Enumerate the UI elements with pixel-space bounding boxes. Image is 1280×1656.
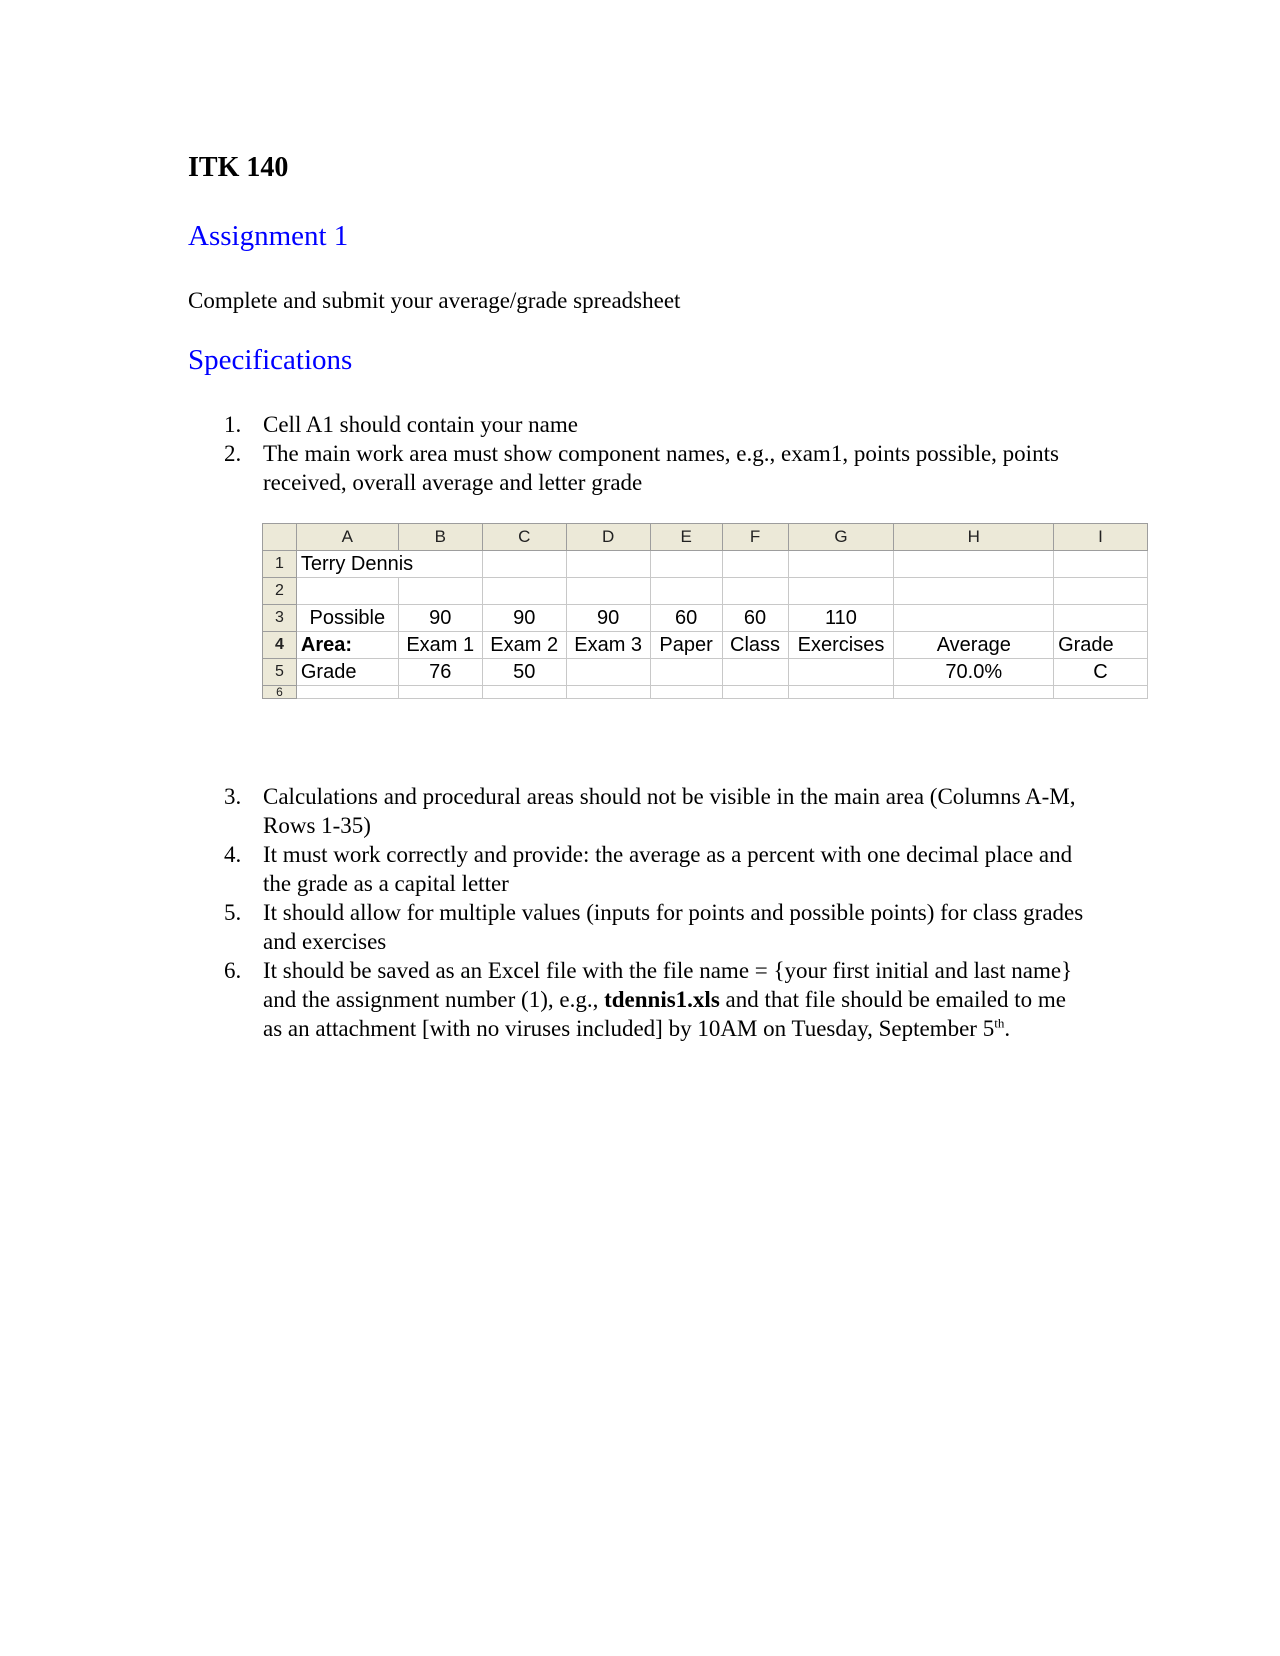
cell-b4: Exam 1 — [398, 632, 482, 659]
cell-d5 — [566, 659, 650, 686]
spec-text: The main work area must show component names, e.g., exam1, points possible, points received, overall average and letter grade — [263, 441, 1059, 495]
cell-a4: Area: — [296, 632, 398, 659]
cell-h6 — [894, 686, 1054, 699]
cell-a6 — [296, 686, 398, 699]
sheet-row-3 — [263, 605, 1148, 632]
sheet-corner — [263, 524, 297, 551]
cell-f6 — [722, 686, 788, 699]
spec-number: 2. — [224, 441, 242, 466]
column-header-a: A — [296, 524, 398, 551]
cell-f2 — [722, 578, 788, 605]
cell-d4: Exam 3 — [566, 632, 650, 659]
row-number: 6 — [263, 686, 297, 699]
cell-g4: Exercises — [788, 632, 894, 659]
column-header-h: H — [894, 524, 1054, 551]
spec-text: It should allow for multiple values (inputs for points and possible points) for class grades and exercises — [263, 900, 1084, 954]
cell-a5: Grade — [296, 659, 398, 686]
cell-i5: C — [1054, 659, 1148, 686]
cell-d1 — [566, 551, 650, 578]
cell-b5: 76 — [398, 659, 482, 686]
row-number: 4 — [263, 632, 297, 659]
spec-text: Cell A1 should contain your name — [263, 412, 578, 437]
spec-item-4 — [188, 840, 1088, 898]
spec-item-1 — [188, 410, 1088, 439]
spec-text: Calculations and procedural areas should not be visible in the main area (Columns A-M, Rows 1-35) — [263, 784, 1076, 838]
cell-c5: 50 — [482, 659, 566, 686]
spec-number: 1. — [224, 412, 242, 437]
course-title: ITK 140 — [188, 152, 289, 183]
sheet-row-1 — [263, 551, 1148, 578]
cell-b3: 90 — [398, 605, 482, 632]
cell-a2 — [296, 578, 398, 605]
spec-number: 6. — [224, 958, 242, 983]
column-header-row — [263, 524, 1148, 551]
intro-text: Complete and submit your average/grade spreadsheet — [188, 288, 681, 313]
example-filename: tdennis1.xls — [604, 987, 720, 1012]
column-header-b: B — [398, 524, 482, 551]
spec-text-middle: and that file should be emailed to me as an attachment [with no viruses included] by 10AM on Tuesday, September 5 — [263, 987, 1066, 1041]
column-header-e: E — [650, 524, 722, 551]
cell-i3 — [1054, 605, 1148, 632]
cell-c3: 90 — [482, 605, 566, 632]
cell-d3: 90 — [566, 605, 650, 632]
spec-number: 5. — [224, 900, 242, 925]
sheet-row-4 — [263, 632, 1148, 659]
cell-f3: 60 — [722, 605, 788, 632]
cell-e4: Paper — [650, 632, 722, 659]
cell-d2 — [566, 578, 650, 605]
sheet-row-5 — [263, 659, 1148, 686]
spec-number: 3. — [224, 784, 242, 809]
cell-c1 — [482, 551, 566, 578]
cell-b6 — [398, 686, 482, 699]
cell-g1 — [788, 551, 894, 578]
cell-d6 — [566, 686, 650, 699]
row-number: 5 — [263, 659, 297, 686]
cell-g3: 110 — [788, 605, 894, 632]
cell-f4: Class — [722, 632, 788, 659]
cell-c6 — [482, 686, 566, 699]
specs-list-second — [188, 782, 1088, 1043]
cell-i6 — [1054, 686, 1148, 699]
cell-e6 — [650, 686, 722, 699]
spec-text: It must work correctly and provide: the average as a percent with one decimal place and the grade as a capital letter — [263, 842, 1073, 896]
column-header-c: C — [482, 524, 566, 551]
spec-item-2 — [188, 439, 1088, 497]
spec-number: 4. — [224, 842, 242, 867]
cell-a3: Possible — [296, 605, 398, 632]
column-header-f: F — [722, 524, 788, 551]
column-header-d: D — [566, 524, 650, 551]
cell-h3 — [894, 605, 1054, 632]
cell-h1 — [894, 551, 1054, 578]
cell-a1: Terry Dennis — [296, 551, 482, 578]
cell-g2 — [788, 578, 894, 605]
spec-item-5 — [188, 898, 1088, 956]
cell-c4: Exam 2 — [482, 632, 566, 659]
cell-g5 — [788, 659, 894, 686]
cell-i1 — [1054, 551, 1148, 578]
cell-c2 — [482, 578, 566, 605]
row-number: 3 — [263, 605, 297, 632]
sheet-row-6 — [263, 686, 1148, 699]
cell-e2 — [650, 578, 722, 605]
cell-g6 — [788, 686, 894, 699]
specifications-heading: Specifications — [188, 344, 353, 376]
cell-b2 — [398, 578, 482, 605]
cell-i2 — [1054, 578, 1148, 605]
spec-item-6 — [188, 956, 1088, 1043]
ordinal-suffix: th — [994, 1015, 1005, 1031]
specs-list-first — [188, 410, 1088, 497]
cell-i4: Grade — [1054, 632, 1148, 659]
column-header-g: G — [788, 524, 894, 551]
cell-f1 — [722, 551, 788, 578]
row-number: 1 — [263, 551, 297, 578]
cell-e5 — [650, 659, 722, 686]
row-number: 2 — [263, 578, 297, 605]
cell-f5 — [722, 659, 788, 686]
spec-text-end: . — [1004, 1016, 1011, 1041]
spec-item-3 — [188, 782, 1088, 840]
cell-e3: 60 — [650, 605, 722, 632]
cell-e1 — [650, 551, 722, 578]
cell-h4: Average — [894, 632, 1054, 659]
column-header-i: I — [1054, 524, 1148, 551]
spreadsheet-image — [262, 523, 1148, 699]
sheet-row-2 — [263, 578, 1148, 605]
assignment-heading: Assignment 1 — [188, 220, 349, 252]
spec-text-start: It should be saved as an Excel file with the file name = {your first initial and last name} and the assignment number (1), e.g., — [263, 958, 1073, 1012]
cell-h2 — [894, 578, 1054, 605]
cell-h5: 70.0% — [894, 659, 1054, 686]
